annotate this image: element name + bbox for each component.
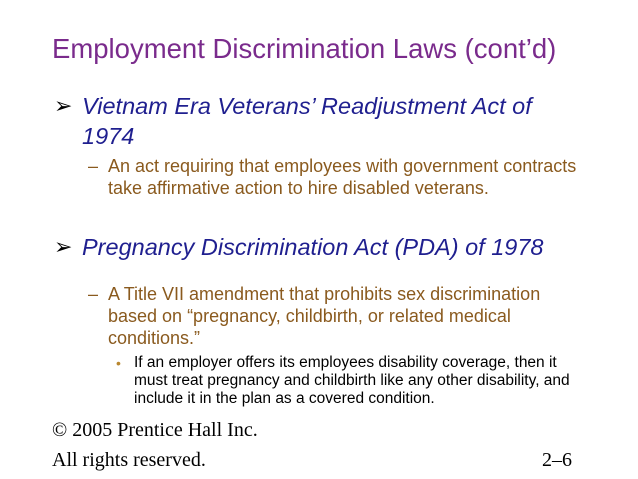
bullet-pregnancy-act bbox=[54, 232, 614, 262]
bullet-text: Pregnancy Discrimination Act (PDA) of 1978 bbox=[82, 234, 544, 260]
sub-bullet-text: A Title VII amendment that prohibits sex discrimination based on “pregnancy, childbirth, or related medical conditions.” bbox=[108, 284, 541, 348]
dot-bullet-icon: • bbox=[116, 355, 121, 371]
sub-bullet-text: An act requiring that employees with government contracts take affirmative action to hire disabled veterans. bbox=[108, 156, 577, 198]
arrow-bullet-icon: ➢ bbox=[54, 234, 73, 259]
dash-bullet-icon: – bbox=[88, 284, 99, 304]
sub-bullet-vietnam-act-description bbox=[88, 155, 578, 199]
sub-sub-bullet-text: If an employer offers its employees disability coverage, then it must treat pregnancy and childbirth like any other disability, and include it in the plan as a covered condition. bbox=[134, 354, 570, 407]
arrow-bullet-icon: ➢ bbox=[54, 93, 73, 118]
sub-bullet-pregnancy-act-description bbox=[88, 283, 578, 349]
footer-copyright: © 2005 Prentice Hall Inc. bbox=[52, 419, 258, 441]
footer-page-number: 2–6 bbox=[542, 449, 572, 471]
dash-bullet-icon: – bbox=[88, 156, 99, 176]
bullet-text: Vietnam Era Veterans’ Readjustment Act of 1974 bbox=[82, 93, 532, 149]
bullet-vietnam-act bbox=[54, 91, 574, 151]
footer-rights: All rights reserved. bbox=[52, 449, 206, 471]
slide-title: Employment Discrimination Laws (cont’d) bbox=[52, 33, 557, 64]
sub-sub-bullet-disability-coverage bbox=[116, 354, 586, 408]
